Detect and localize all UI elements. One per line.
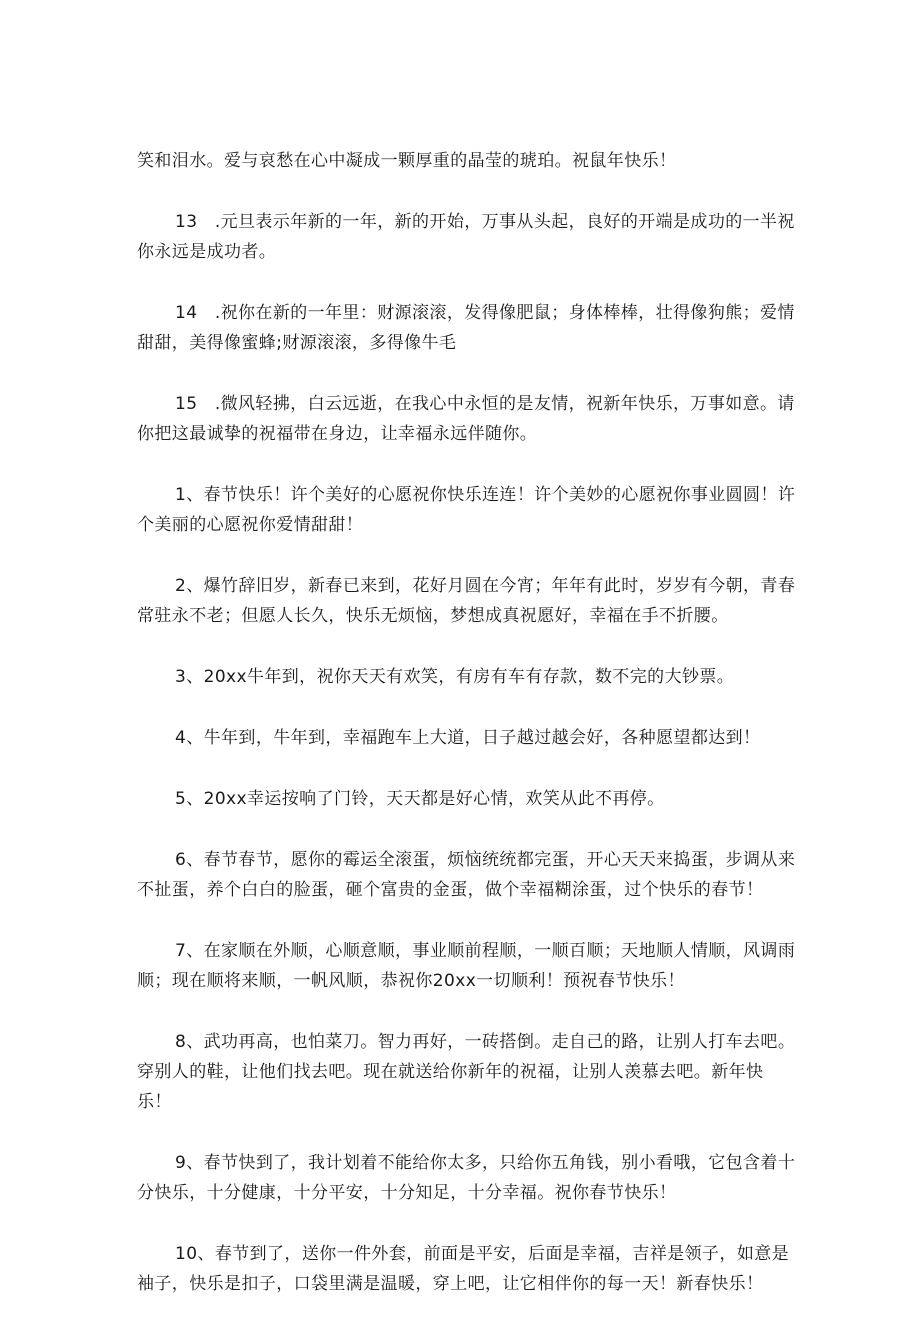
paragraph-13: 13 .元旦表示年新的一年，新的开始，万事从头起，良好的开端是成功的一半祝你永远是成功者。 bbox=[137, 212, 795, 262]
paragraph-10: 10、春节到了，送你一件外套，前面是平安，后面是幸福，吉祥是领子，如意是袖子，快乐是扣子，口袋里满是温暖，穿上吧，让它相伴你的每一天！新春快乐！ bbox=[137, 1244, 790, 1294]
paragraph-14: 14 .祝你在新的一年里：财源滚滚，发得像肥鼠；身体棒棒，壮得像狗熊；爱情甜甜，美得像蜜蜂;财源滚滚，多得像牛毛 bbox=[137, 303, 795, 353]
document-body bbox=[137, 146, 797, 1330]
paragraph-6: 6、春节春节，愿你的霉运全滚蛋，烦恼统统都完蛋，开心天天来捣蛋，步调从来不扯蛋，养个白白的脸蛋，砸个富贵的金蛋，做个幸福糊涂蛋，过个快乐的春节！ bbox=[137, 850, 796, 900]
paragraph-9: 9、春节快到了，我计划着不能给你太多，只给你五角钱，别小看哦，它包含着十分快乐，十分健康，十分平安，十分知足，十分幸福。祝你春节快乐！ bbox=[137, 1153, 796, 1203]
paragraph-7: 7、在家顺在外顺，心顺意顺，事业顺前程顺，一顺百顺；天地顺人情顺，风调雨顺；现在顺将来顺，一帆风顺，恭祝你20xx一切顺利！预祝春节快乐！ bbox=[137, 941, 796, 991]
paragraph-2: 2、爆竹辞旧岁，新春已来到，花好月圆在今宵；年年有此时，岁岁有今朝，青春常驻永不老；但愿人长久，快乐无烦恼，梦想成真祝愿好，幸福在手不折腰。 bbox=[137, 576, 796, 626]
paragraph-5: 5、20xx幸运按响了门铃，天天都是好心情，欢笑从此不再停。 bbox=[175, 789, 665, 809]
paragraph-4: 4、牛年到，牛年到，幸福跑车上大道，日子越过越会好，各种愿望都达到！ bbox=[175, 728, 761, 748]
paragraph-1: 1、春节快乐！许个美好的心愿祝你快乐连连！许个美妙的心愿祝你事业圆圆！许个美丽的心愿祝你爱情甜甜！ bbox=[137, 485, 796, 535]
paragraph-3: 3、20xx牛年到，祝你天天有欢笑，有房有车有存款，数不完的大钞票。 bbox=[175, 667, 735, 687]
paragraph-8: 8、武功再高，也怕菜刀。智力再好，一砖搭倒。走自己的路，让别人打车去吧。穿别人的鞋，让他们找去吧。现在就送给你新年的祝福，让别人羡慕去吧。新年快乐！ bbox=[137, 1032, 796, 1112]
paragraph-15: 15 .微风轻拂，白云远逝，在我心中永恒的是友情，祝新年快乐，万事如意。请你把这最诚挚的祝福带在身边，让幸福永远伴随你。 bbox=[137, 394, 795, 444]
paragraph-continuation: 笑和泪水。爱与哀愁在心中凝成一颗厚重的晶莹的琥珀。祝鼠年快乐！ bbox=[137, 151, 677, 171]
